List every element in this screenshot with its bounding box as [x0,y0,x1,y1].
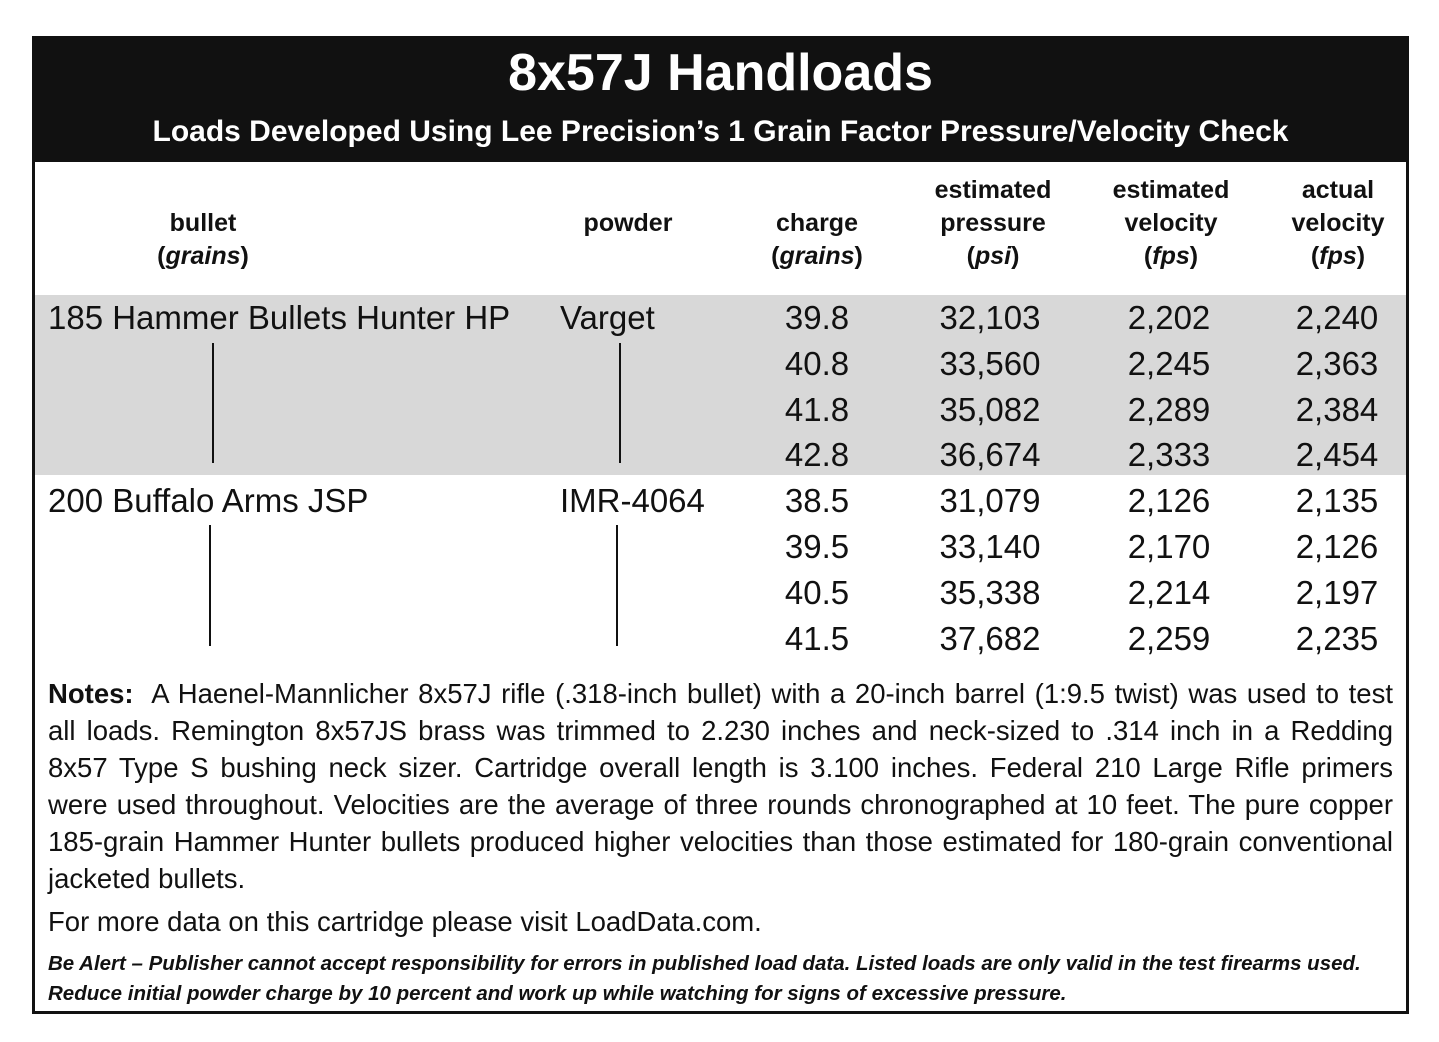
col-header-bullet: bullet (grains) [103,207,303,273]
notes-text: A Haenel-Mannlicher 8x57J rifle (.318-inch bullet) with a 20-inch barrel (1:9.5 twist) was used to test all loads. Remington 8x57JS brass was trimmed to 2.230 inches and neck-sized to .314 inch in a Redding 8x57 Type S bushing neck sizer. Cartridge overall length is 3.100 inches. Federal 210 Large Rifle primers were used throughout. Velocities are the average of three rounds chronographed at 10 feet. The pure copper 185-grain Hammer Hunter bullets produced higher velocities than those estimated for 180-grain conventional jacketed bullets. [48,678,1393,894]
col-bullet-unit: grains [165,242,241,270]
table-cell-act-velocity: 2,135 [1295,482,1379,519]
col-est-velocity-unit: fps [1152,242,1190,270]
table-cell-charge: 38.5 [784,482,850,519]
col-bullet-label: bullet [169,209,237,237]
notes-paragraph [48,675,1393,897]
group-2-bullet: 200 Buffalo Arms JSP [48,482,369,519]
table-cell-charge: 39.5 [784,528,850,565]
table-cell-est-velocity: 2,202 [1127,299,1211,336]
load-data-card [32,36,1409,1014]
group-2-powder-continuation-line [616,525,618,646]
table-cell-est-velocity: 2,259 [1127,620,1211,657]
table-cell-charge: 41.5 [784,620,850,657]
col-pressure-l1: estimated [934,176,1052,204]
table-cell-act-velocity: 2,197 [1295,574,1379,611]
notes-label: Notes: [48,678,134,709]
table-cell-est-velocity: 2,170 [1127,528,1211,565]
table-cell-act-velocity: 2,384 [1295,391,1379,428]
table-cell-act-velocity: 2,235 [1295,620,1379,657]
col-est-velocity-l1: estimated [1112,176,1230,204]
table-cell-pressure: 35,082 [939,391,1041,428]
col-est-velocity-l2: velocity [1124,209,1218,237]
table-cell-pressure: 35,338 [939,574,1041,611]
col-pressure-unit: psi [974,242,1012,270]
col-header-pressure: estimated pressure (psi) [903,174,1083,273]
table-cell-act-velocity: 2,240 [1295,299,1379,336]
table-cell-pressure: 37,682 [939,620,1041,657]
group-2-powder: IMR-4064 [560,482,705,519]
col-act-velocity-l2: velocity [1291,209,1385,237]
group-1-bullet-continuation-line [212,343,214,463]
page-title: 8x57J Handloads [508,44,933,102]
more-data-line: For more data on this cartridge please visit LoadData.com. [48,906,762,937]
table-cell-pressure: 36,674 [939,436,1041,473]
col-pressure-l2: pressure [940,209,1046,237]
page-subtitle: Loads Developed Using Lee Precision’s 1 Grain Factor Pressure/Velocity Check [152,115,1289,148]
col-charge-label: charge [776,209,858,237]
group-1-powder: Varget [560,299,655,336]
table-cell-charge: 41.8 [784,391,850,428]
col-header-est-velocity: estimated velocity (fps) [1081,174,1261,273]
table-cell-charge: 40.5 [784,574,850,611]
group-2-bullet-continuation-line [209,525,211,646]
col-charge-unit: grains [779,242,855,270]
table-cell-act-velocity: 2,126 [1295,528,1379,565]
col-powder-label: powder [583,209,673,237]
table-cell-pressure: 31,079 [939,482,1041,519]
table-cell-charge: 39.8 [784,299,850,336]
table-cell-charge: 40.8 [784,345,850,382]
col-header-act-velocity: actual velocity (fps) [1248,174,1409,273]
col-header-powder [548,207,708,240]
col-header-charge: charge (grains) [737,207,897,273]
table-cell-charge: 42.8 [784,436,850,473]
table-cell-act-velocity: 2,454 [1295,436,1379,473]
col-act-velocity-l1: actual [1301,176,1375,204]
table-cell-pressure: 32,103 [939,299,1041,336]
table-cell-est-velocity: 2,126 [1127,482,1211,519]
table-cell-pressure: 33,560 [939,345,1041,382]
table-cell-act-velocity: 2,363 [1295,345,1379,382]
table-cell-est-velocity: 2,333 [1127,436,1211,473]
col-act-velocity-unit: fps [1319,242,1357,270]
group-1-powder-continuation-line [619,343,621,463]
table-cell-pressure: 33,140 [939,528,1041,565]
header-banner [35,39,1406,162]
alert-disclaimer: Be Alert – Publisher cannot accept responsibility for errors in published load data. Listed loads are only valid in the test firearms used. Reduce initial powder charge by 10 percent and work up while watching for signs of excessive pressure. [48,952,1361,1005]
table-cell-est-velocity: 2,289 [1127,391,1211,428]
table-cell-est-velocity: 2,214 [1127,574,1211,611]
table-cell-est-velocity: 2,245 [1127,345,1211,382]
group-1-bullet: 185 Hammer Bullets Hunter HP [48,299,511,336]
